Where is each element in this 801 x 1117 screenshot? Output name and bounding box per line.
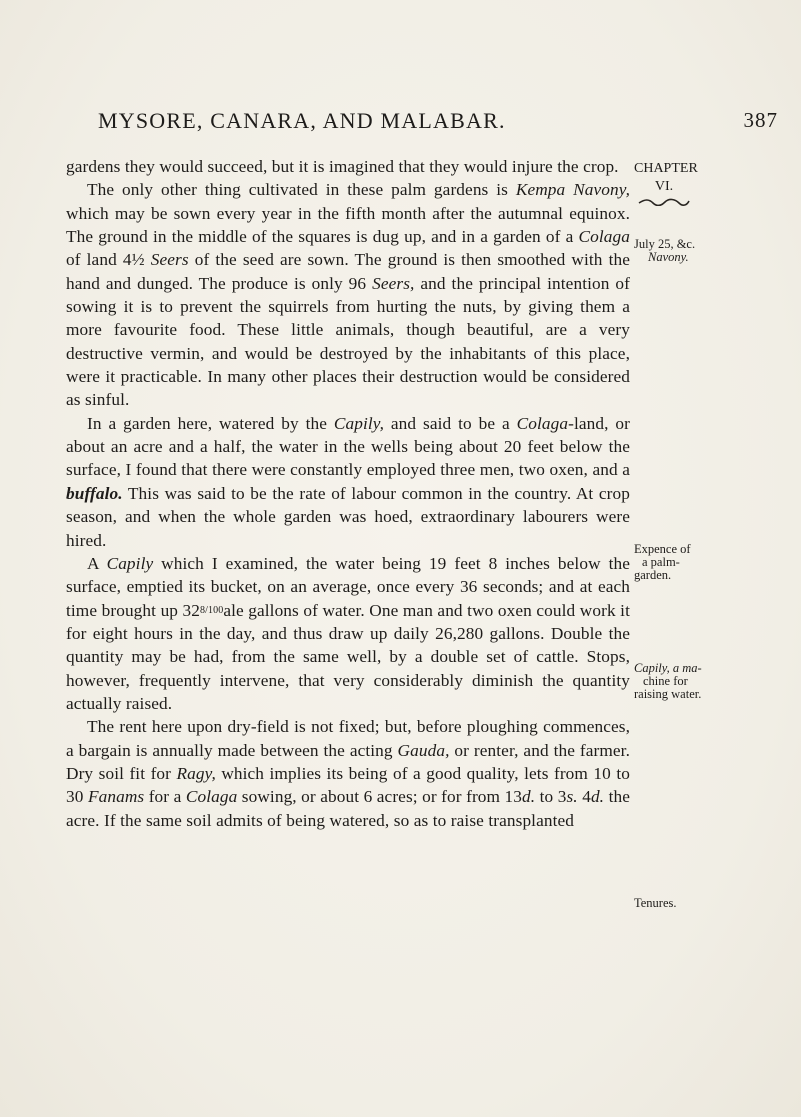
page-number: 387: [743, 108, 778, 132]
chapter-number: VI.: [654, 179, 674, 194]
ornament-swirl-icon: [637, 198, 691, 206]
margin-note-line: Navony.: [648, 250, 689, 264]
page-header: [98, 108, 778, 140]
margin-note-capily: [634, 662, 746, 701]
margin-note-line: a palm-: [642, 555, 680, 569]
paragraph-4: A Capily which I examined, the water being 19 feet 8 inches below the surface, emptied its bucket, on an average, once every 36 seconds; and at each time brought up 328/100ale gallons of water. One man and two oxen could work it for eight hours in the day, and thus draw up daily 26,280 gallons. Double the quantity may be had, from the same well, by a double set of cattle. Stops, however, frequently intervene, that very considerably diminish the quantity actually raised.: [66, 553, 631, 713]
body-text: [66, 155, 630, 832]
margin-note-line: Expence of: [634, 542, 691, 556]
margin-note-line: chine for: [643, 674, 688, 688]
paragraph-5: The rent here upon dry-field is not fixed; but, before ploughing commences, a bargain is annually made between the acting Gauda, or renter, and the farmer. Dry soil fit for Ragy, which implies its being of a good quality, lets from 10 to 30 Fanams for a Colaga sowing, or about 6 acres; or for from 13d. to 3s. 4d. the acre. If the same soil admits of being watered, so as to raise transplanted: [66, 717, 631, 830]
paragraph-1: gardens they would succeed, but it is imagined that they would injure the crop.: [66, 157, 619, 176]
paragraph-3: In a garden here, watered by the Capily, and said to be a Colaga-land, or about an acre and a half, the water in the wells being about 20 feet below the surface, I found that there were constantly employed three men, two oxen, and a buffalo. This was said to be the rate of labour common in the country. At crop season, and when the whole garden was hoed, extraordinary labourers were hired.: [66, 413, 630, 550]
paragraph-2: The only other thing cultivated in these palm gardens is Kempa Navony, which may be sown every year in the fifth month after the autumnal equinox. The ground in the middle of the squares is dug up, and in a garden of a Colaga of land 4½ Seers of the seed are sown. The ground is then smoothed with the hand and dunged. The produce is only 96 Seers, and the principal intention of sowing it is to prevent the squirrels from hurting the nuts, by giving them a more favourite food. These little animals, though beautiful, are a very destructive vermin, and would be destroyed by the inhabitants of this place, were it practicable. In many other places their destruction would be considered as sinful.: [66, 180, 631, 410]
margin-note-expence: [634, 543, 746, 582]
margin-note-line: Capily, a ma-: [634, 661, 702, 675]
chapter-marker: [634, 160, 698, 206]
running-head: MYSORE, CANARA, AND MALABAR.: [98, 108, 506, 133]
margin-note-line: garden.: [634, 568, 672, 582]
margin-note-date: [634, 238, 746, 264]
margin-note-line: Tenures.: [634, 896, 677, 910]
fraction: 8/100: [200, 604, 224, 616]
margin-note-line: July 25, &c.: [634, 237, 696, 251]
margin-note-tenures: [634, 897, 746, 910]
chapter-word: CHAPTER: [634, 161, 698, 176]
margin-note-line: raising water.: [634, 687, 702, 701]
